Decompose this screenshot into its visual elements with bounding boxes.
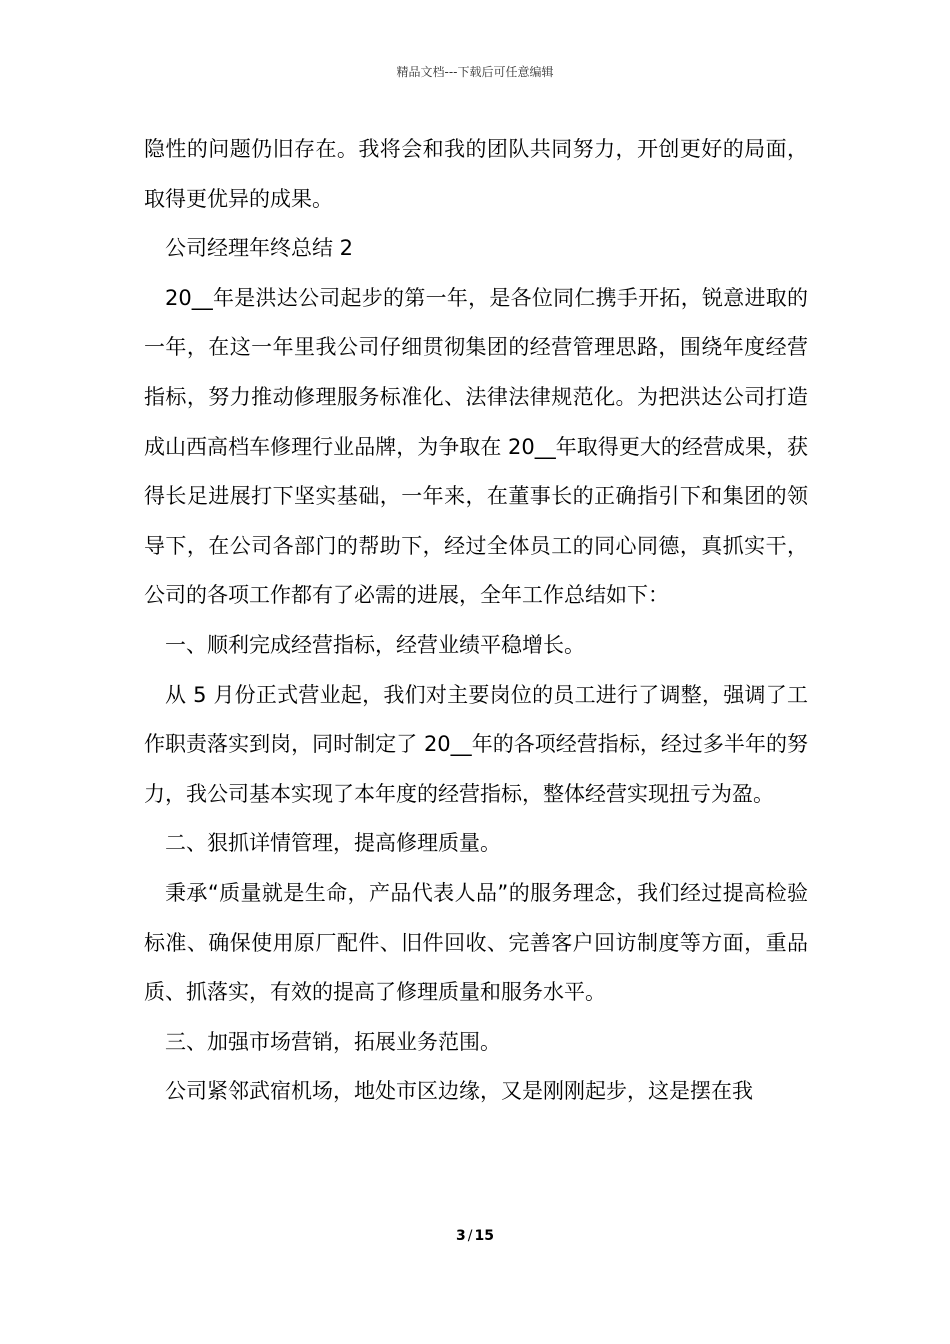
page-separator: /: [467, 1228, 473, 1244]
heading-one: 一、顺利完成经营指标，经营业绩平稳增长。: [165, 632, 585, 657]
paragraph-three: 公司紧邻武宿机场，地处市区边缘，又是刚刚起步，这是摆在我: [165, 1079, 753, 1104]
heading-three: 三、加强市场营销，拓展业务范围。: [165, 1029, 501, 1054]
page-number: [0, 1226, 950, 1246]
total-pages-number: 15: [474, 1228, 494, 1244]
paragraph-two: 秉承“质量就是生命，产品代表人品”的服务理念，我们经过提高检验标准、确保使用原厂配件、旧件回收、完善客户回访制度等方面，重品质、抓落实，有效的提高了修理质量和服务水平。: [144, 880, 808, 1005]
current-page-number: 3: [456, 1228, 466, 1244]
paragraph-continuation: 隐性的问题仍旧存在。我将会和我的团队共同努力，开创更好的局面，取得更优异的成果。: [144, 137, 808, 211]
section-title: 公司经理年终总结 2: [165, 236, 354, 261]
paragraph-one: 从 5 月份正式营业起，我们对主要岗位的员工进行了调整，强调了工作职责落实到岗，同时制定了 20__年的各项经营指标，经过多半年的努力，我公司基本实现了本年度的经营指标，整体经营实现扭亏为盈。: [144, 682, 808, 806]
heading-two: 二、狠抓详情管理，提高修理质量。: [165, 831, 501, 856]
page-header: 精品文档---下载后可任意编辑: [396, 65, 554, 79]
document-body: [144, 125, 808, 1117]
paragraph-intro: 20__年是洪达公司起步的第一年，是各位同仁携手开拓，锐意进取的一年，在这一年里我公司仔细贯彻集团的经营管理思路，围绕年度经营指标，努力推动修理服务标准化、法律法律规范化。为把洪达公司打造成山西高档车修理行业品牌，为争取在 20__年取得更大的经营成果，获得长足进展打下坚实基础，一年来，在董事长的正确指引下和集团的领导下，在公司各部门的帮助下，经过全体员工的同心同德，真抓实干，公司的各项工作都有了必需的进展，全年工作总结如下：: [144, 285, 808, 608]
